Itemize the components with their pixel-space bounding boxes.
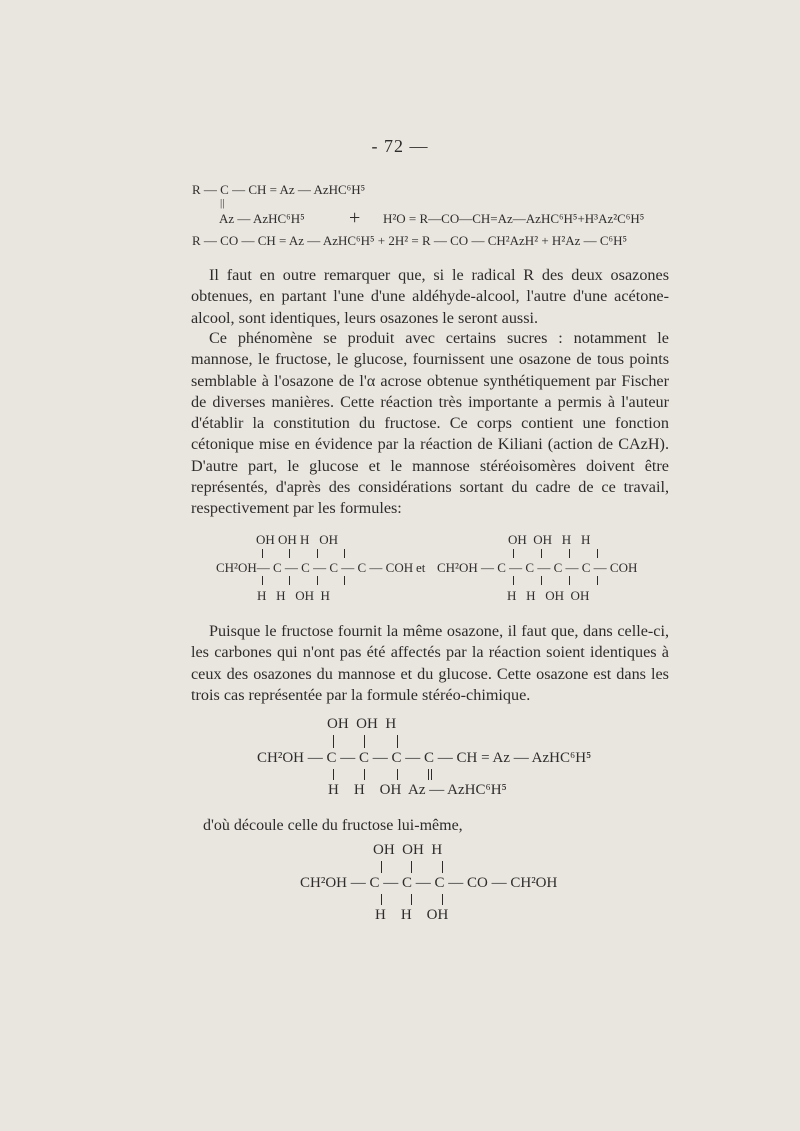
connector-et: et (416, 560, 426, 575)
bond (541, 549, 542, 558)
bond (262, 576, 263, 585)
page-number: - 72 — (371, 136, 429, 156)
formula-mannose-main: CH²OH— C — C — C — C — COH (216, 560, 414, 575)
paragraph-4: d'où découle celle du fructose lui-même, (203, 817, 463, 834)
equation-plus: + (349, 207, 361, 229)
bond (344, 576, 345, 585)
bond (364, 735, 365, 748)
formula-mannose-top: OH OH H OH (256, 532, 338, 547)
bond (333, 769, 334, 780)
equation-line-1: R — C — CH = Az — AzHC⁶H⁵ (192, 182, 366, 197)
bond (289, 549, 290, 558)
bond (381, 894, 382, 905)
bond (364, 769, 365, 780)
formula-mannose-bottom: H H OH H (257, 588, 330, 603)
bond (541, 576, 542, 585)
bond (317, 576, 318, 585)
bond (381, 861, 382, 873)
bond (513, 549, 514, 558)
bond (442, 894, 443, 905)
bond (597, 549, 598, 558)
formula-osazone-bottom: H H OH Az — AzHC⁶H⁵ (328, 782, 507, 798)
equation-line-3: R — CO — CH = Az — AzHC⁶H⁵ + 2H² = R — CO — CH²AzH² + H²Az — C⁶H⁵ (192, 233, 627, 248)
bond (431, 769, 432, 780)
formula-osazone-top: OH OH H (327, 716, 397, 732)
bond (262, 549, 263, 558)
formula-fructose-top: OH OH H (373, 842, 443, 858)
formula-fructose-main: CH²OH — C — C — C — CO — CH²OH (300, 875, 558, 891)
bond (317, 549, 318, 558)
bond (442, 861, 443, 873)
bond (411, 861, 412, 873)
formula-glucose-main: CH²OH — C — C — C — C — COH (437, 560, 638, 575)
equation-line-2a: Az — AzHC⁶H⁵ (219, 211, 305, 226)
bond (597, 576, 598, 585)
bond (569, 576, 570, 585)
paragraph-1: Il faut en outre remarquer que, si le radical R des deux osazones obtenues, en partant l'une d'une aldéhyde-alcool, l'autre d'une acétone-alcool, sont identiques, leurs osazones le seront aussi. (191, 266, 669, 327)
bond (569, 549, 570, 558)
bond (344, 549, 345, 558)
bond (513, 576, 514, 585)
paragraph-3: Puisque le fructose fournit la même osazone, il faut que, dans celle-ci, les carbones qui n'ont pas été affectés par la réaction soient identiques à ceux des osazones du mannose et du glucose. Cette osazone est dans les trois cas représentée par la formule stéréo-chimique. (191, 622, 669, 704)
bond (333, 735, 334, 748)
formula-fructose-bottom: H H OH (375, 907, 449, 923)
formula-glucose-top: OH OH H H (508, 532, 591, 547)
equation-double-bond: || (220, 197, 225, 209)
bond (397, 735, 398, 748)
formula-glucose-bottom: H H OH OH (507, 588, 590, 603)
paragraph-2: Ce phénomène se produit avec certains sucres : notamment le mannose, le fructose, le glucose, fournissent une osazone de tous points semblable à l'osazone de l'α acrose obtenue synthétiquement par Fischer de diverses manières. Cette réaction très importante a permis à l'auteur d'établir la constitution du fructose. Ce corps contient une fonction cétonique mise en évidence par la réaction de Kiliani (action de CAzH). D'autre part, le glucose et le mannose stéréoisomères doivent être représentés, d'après des considérations sortant du cadre de ce travail, respectivement par les formules: (191, 329, 669, 518)
bond (397, 769, 398, 780)
bond (289, 576, 290, 585)
bond (411, 894, 412, 905)
bond (428, 769, 429, 780)
formula-osazone-main: CH²OH — C — C — C — C — CH = Az — AzHC⁶H⁵ (257, 750, 592, 766)
equation-line-2b: H²O = R—CO—CH=Az—AzHC⁶H⁵+H³Az²C⁶H⁵ (383, 211, 645, 226)
